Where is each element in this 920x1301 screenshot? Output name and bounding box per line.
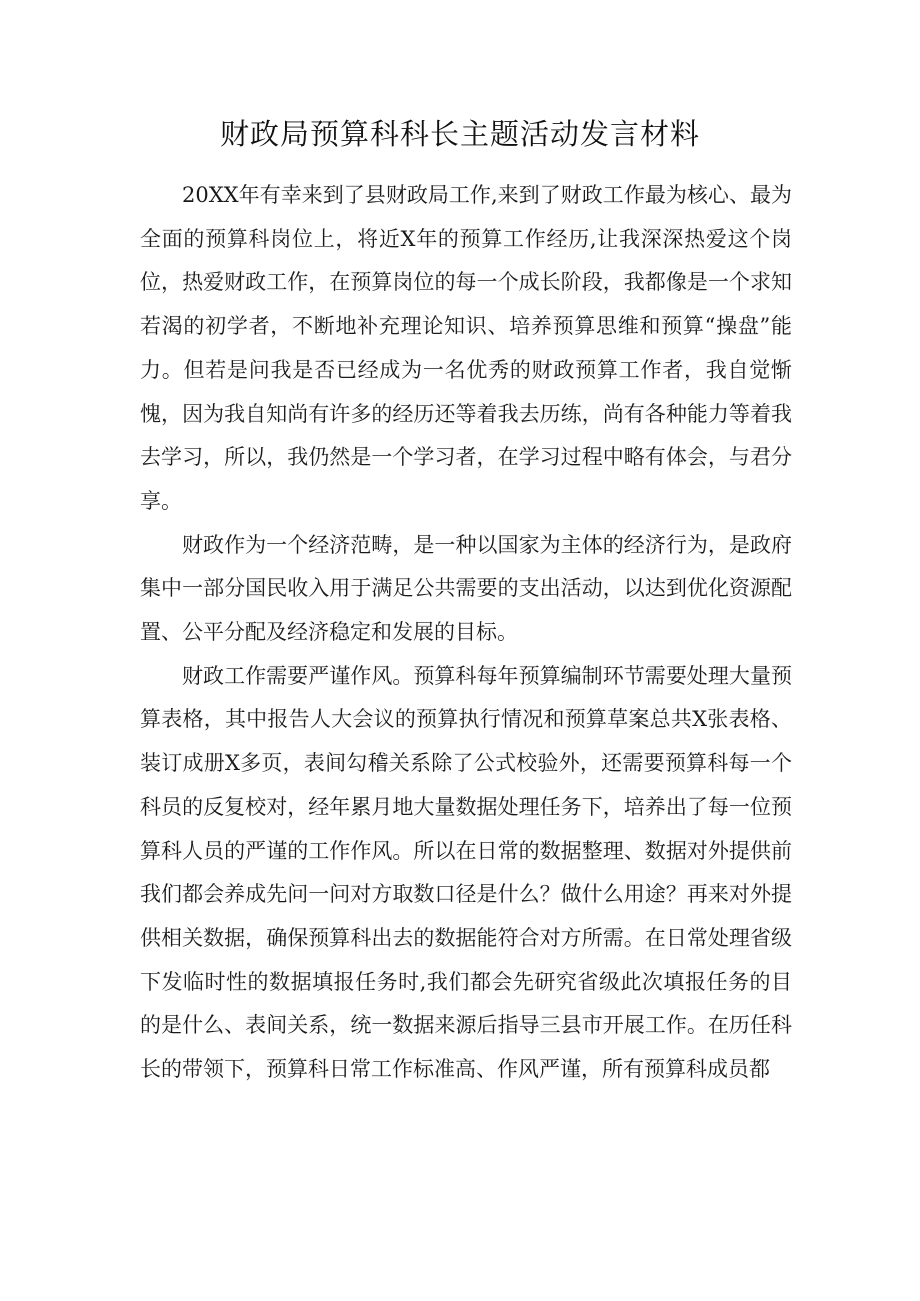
document-title: 财政局预算科科长主题活动发言材料	[219, 117, 700, 151]
paragraph-2: 财政作为一个经济范畴，是一种以国家为主体的经济行为，是政府集中一部分国民收入用于满足公共需要的支出活动，以达到优化资源配置、公平分配及经济稳定和发展的目标。	[140, 532, 792, 645]
document-body	[140, 174, 792, 1092]
paragraph-1: 20XX年有幸来到了县财政局工作,来到了财政工作最为核心、最为全面的预算科岗位上，将近X年的预算工作经历,让我深深热爱这个岗位，热爱财政工作，在预算岗位的每一个成长阶段，我都像是一个求知若渴的初学者，不断地补充理论知识、培养预算思维和预算“操盘”能力。但若是问我是否已经成为一名优秀的财政预算工作者，我自觉惭愧，因为我自知尚有许多的经历还等着我去历练，尚有各种能力等着我去学习，所以，我仍然是一个学习者，在学习过程中略有体会，与君分享。	[140, 183, 792, 513]
paragraph-3: 财政工作需要严谨作风。预算科每年预算编制环节需要处理大量预算表格，其中报告人大会议的预算执行情况和预算草案总共X张表格、装订成册X多页，表间勾稽关系除了公式校验外，还需要预算科每一个科员的反复校对，经年累月地大量数据处理任务下，培养出了每一位预算科人员的严谨的工作作风。所以在日常的数据整理、数据对外提供前我们都会养成先问一问对方取数口径是什么？做什么用途？再来对外提供相关数据，确保预算科出去的数据能符合对方所需。在日常处理省级下发临时性的数据填报任务时,我们都会先研究省级此次填报任务的目的是什么、表间关系，统一数据来源后指导三县市开展工作。在历任科长的带领下，预算科日常工作标准高、作风严谨，所有预算科成员都	[140, 663, 792, 1082]
